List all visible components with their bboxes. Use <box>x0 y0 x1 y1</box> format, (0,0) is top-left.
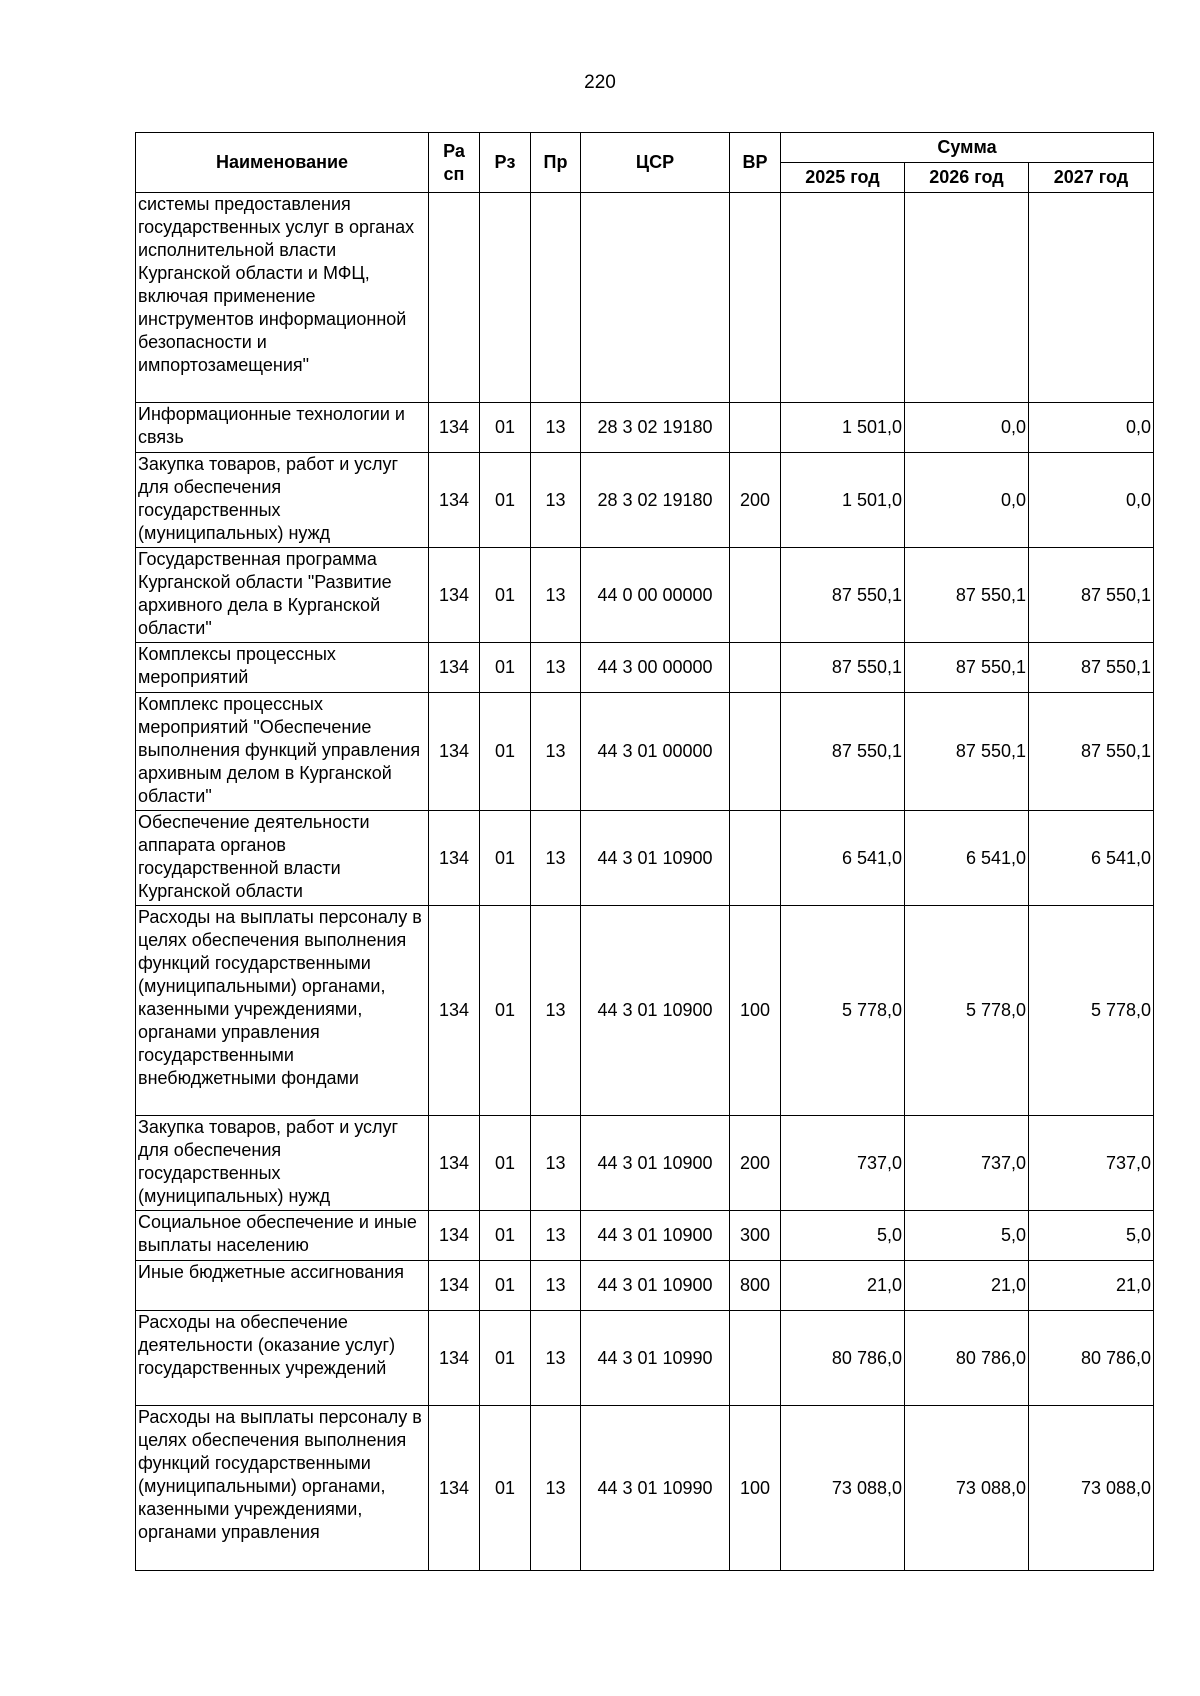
row-csr: 28 3 02 19180 <box>581 403 730 453</box>
header-name: Наименование <box>136 133 429 193</box>
row-vr <box>730 643 781 693</box>
row-rz: 01 <box>480 548 531 643</box>
row-pr: 13 <box>531 1116 581 1211</box>
row-rz <box>480 193 531 403</box>
row-csr <box>581 193 730 403</box>
row-name: Расходы на выплаты персоналу в целях обеспечения выполнения функций государственными (муниципальными) органами, казенными учреждениями, органами управления <box>136 1406 429 1571</box>
row-sum-2026: 5,0 <box>905 1211 1029 1261</box>
row-rz: 01 <box>480 453 531 548</box>
row-vr <box>730 811 781 906</box>
row-name: Государственная программа Курганской области "Развитие архивного дела в Курганской области" <box>136 548 429 643</box>
table-row <box>136 1311 1154 1406</box>
table-header <box>136 133 1154 193</box>
row-vr <box>730 193 781 403</box>
table-row <box>136 693 1154 811</box>
header-vr: ВР <box>730 133 781 193</box>
row-rasp: 134 <box>429 693 480 811</box>
row-csr: 44 3 00 00000 <box>581 643 730 693</box>
row-sum-2027: 5 778,0 <box>1029 906 1154 1116</box>
row-rasp <box>429 193 480 403</box>
row-csr: 44 0 00 00000 <box>581 548 730 643</box>
header-csr: ЦСР <box>581 133 730 193</box>
row-sum-2027: 87 550,1 <box>1029 643 1154 693</box>
header-rasp: Ра сп <box>429 133 480 193</box>
row-rz: 01 <box>480 906 531 1116</box>
row-csr: 44 3 01 10900 <box>581 1211 730 1261</box>
row-sum-2027 <box>1029 193 1154 403</box>
row-name: Закупка товаров, работ и услуг для обеспечения государственных (муниципальных) нужд <box>136 1116 429 1211</box>
row-sum-2025: 5,0 <box>781 1211 905 1261</box>
row-sum-2027: 737,0 <box>1029 1116 1154 1211</box>
row-rz: 01 <box>480 643 531 693</box>
row-pr: 13 <box>531 693 581 811</box>
row-rasp: 134 <box>429 548 480 643</box>
row-csr: 28 3 02 19180 <box>581 453 730 548</box>
table-row <box>136 193 1154 403</box>
row-name: Иные бюджетные ассигнования <box>136 1261 429 1311</box>
row-rz: 01 <box>480 1406 531 1571</box>
row-sum-2026: 21,0 <box>905 1261 1029 1311</box>
row-sum-2026: 6 541,0 <box>905 811 1029 906</box>
row-sum-2025: 6 541,0 <box>781 811 905 906</box>
row-sum-2025: 87 550,1 <box>781 693 905 811</box>
table-body <box>136 193 1154 1571</box>
row-csr: 44 3 01 10990 <box>581 1406 730 1571</box>
row-rasp: 134 <box>429 1261 480 1311</box>
row-pr: 13 <box>531 643 581 693</box>
table-row <box>136 1261 1154 1311</box>
header-sum: Сумма <box>781 133 1154 163</box>
table-row <box>136 453 1154 548</box>
header-pr: Пр <box>531 133 581 193</box>
row-rz: 01 <box>480 1116 531 1211</box>
row-sum-2025: 5 778,0 <box>781 906 905 1116</box>
header-year-2027: 2027 год <box>1029 163 1154 193</box>
row-csr: 44 3 01 00000 <box>581 693 730 811</box>
row-vr <box>730 548 781 643</box>
row-sum-2026: 87 550,1 <box>905 693 1029 811</box>
row-csr: 44 3 01 10900 <box>581 1116 730 1211</box>
budget-table <box>135 132 1154 1571</box>
row-rz: 01 <box>480 403 531 453</box>
row-sum-2027: 87 550,1 <box>1029 693 1154 811</box>
row-rasp: 134 <box>429 453 480 548</box>
row-name: системы предоставления государственных услуг в органах исполнительной власти Курганской области и МФЦ, включая применение инструментов информационной безопасности и импортозамещения" <box>136 193 429 403</box>
row-vr: 800 <box>730 1261 781 1311</box>
row-sum-2026: 0,0 <box>905 453 1029 548</box>
row-rz: 01 <box>480 1261 531 1311</box>
header-year-2026: 2026 год <box>905 163 1029 193</box>
row-pr: 13 <box>531 906 581 1116</box>
row-name: Обеспечение деятельности аппарата органов государственной власти Курганской области <box>136 811 429 906</box>
row-sum-2025: 87 550,1 <box>781 548 905 643</box>
row-sum-2026: 87 550,1 <box>905 548 1029 643</box>
row-vr: 300 <box>730 1211 781 1261</box>
row-rasp: 134 <box>429 811 480 906</box>
row-csr: 44 3 01 10900 <box>581 1261 730 1311</box>
row-rasp: 134 <box>429 643 480 693</box>
row-name: Информационные технологии и связь <box>136 403 429 453</box>
row-pr: 13 <box>531 811 581 906</box>
row-sum-2025: 737,0 <box>781 1116 905 1211</box>
row-vr <box>730 403 781 453</box>
page-number: 220 <box>584 72 616 93</box>
row-sum-2027: 80 786,0 <box>1029 1311 1154 1406</box>
row-name: Расходы на выплаты персоналу в целях обеспечения выполнения функций государственными (муниципальными) органами, казенными учреждениями, органами управления государственными внебюджетными фондами <box>136 906 429 1116</box>
row-sum-2026: 0,0 <box>905 403 1029 453</box>
row-rasp: 134 <box>429 1406 480 1571</box>
row-csr: 44 3 01 10990 <box>581 1311 730 1406</box>
table-row <box>136 643 1154 693</box>
row-sum-2025: 73 088,0 <box>781 1406 905 1571</box>
row-sum-2027: 21,0 <box>1029 1261 1154 1311</box>
row-sum-2026: 737,0 <box>905 1116 1029 1211</box>
row-sum-2026 <box>905 193 1029 403</box>
row-vr: 200 <box>730 453 781 548</box>
row-sum-2027: 6 541,0 <box>1029 811 1154 906</box>
table-row <box>136 1116 1154 1211</box>
row-rasp: 134 <box>429 1311 480 1406</box>
header-year-2025: 2025 год <box>781 163 905 193</box>
row-pr: 13 <box>531 1311 581 1406</box>
row-sum-2027: 0,0 <box>1029 403 1154 453</box>
row-sum-2026: 5 778,0 <box>905 906 1029 1116</box>
row-name: Комплексы процессных мероприятий <box>136 643 429 693</box>
row-pr: 13 <box>531 453 581 548</box>
row-rz: 01 <box>480 1211 531 1261</box>
row-pr: 13 <box>531 1406 581 1571</box>
row-sum-2026: 73 088,0 <box>905 1406 1029 1571</box>
row-csr: 44 3 01 10900 <box>581 811 730 906</box>
row-sum-2026: 87 550,1 <box>905 643 1029 693</box>
row-sum-2027: 87 550,1 <box>1029 548 1154 643</box>
row-vr: 200 <box>730 1116 781 1211</box>
header-rz: Рз <box>480 133 531 193</box>
row-sum-2025: 21,0 <box>781 1261 905 1311</box>
row-pr: 13 <box>531 1261 581 1311</box>
row-name: Закупка товаров, работ и услуг для обеспечения государственных (муниципальных) нужд <box>136 453 429 548</box>
row-pr <box>531 193 581 403</box>
row-name: Расходы на обеспечение деятельности (оказание услуг) государственных учреждений <box>136 1311 429 1406</box>
row-vr: 100 <box>730 1406 781 1571</box>
row-pr: 13 <box>531 548 581 643</box>
row-vr <box>730 1311 781 1406</box>
row-sum-2025 <box>781 193 905 403</box>
row-sum-2027: 73 088,0 <box>1029 1406 1154 1571</box>
table-row <box>136 811 1154 906</box>
row-rz: 01 <box>480 1311 531 1406</box>
table-row <box>136 1406 1154 1571</box>
row-pr: 13 <box>531 403 581 453</box>
row-sum-2027: 5,0 <box>1029 1211 1154 1261</box>
table-row <box>136 403 1154 453</box>
row-vr <box>730 693 781 811</box>
row-name: Комплекс процессных мероприятий "Обеспечение выполнения функций управления архивным делом в Курганской области" <box>136 693 429 811</box>
row-rz: 01 <box>480 811 531 906</box>
row-rasp: 134 <box>429 1116 480 1211</box>
row-sum-2027: 0,0 <box>1029 453 1154 548</box>
row-rasp: 134 <box>429 906 480 1116</box>
row-sum-2025: 80 786,0 <box>781 1311 905 1406</box>
table-row <box>136 1211 1154 1261</box>
row-sum-2025: 87 550,1 <box>781 643 905 693</box>
row-sum-2025: 1 501,0 <box>781 453 905 548</box>
table-row <box>136 548 1154 643</box>
row-sum-2026: 80 786,0 <box>905 1311 1029 1406</box>
row-sum-2025: 1 501,0 <box>781 403 905 453</box>
row-rz: 01 <box>480 693 531 811</box>
row-rasp: 134 <box>429 1211 480 1261</box>
row-vr: 100 <box>730 906 781 1116</box>
row-csr: 44 3 01 10900 <box>581 906 730 1116</box>
table-row <box>136 906 1154 1116</box>
row-name: Социальное обеспечение и иные выплаты населению <box>136 1211 429 1261</box>
row-rasp: 134 <box>429 403 480 453</box>
row-pr: 13 <box>531 1211 581 1261</box>
